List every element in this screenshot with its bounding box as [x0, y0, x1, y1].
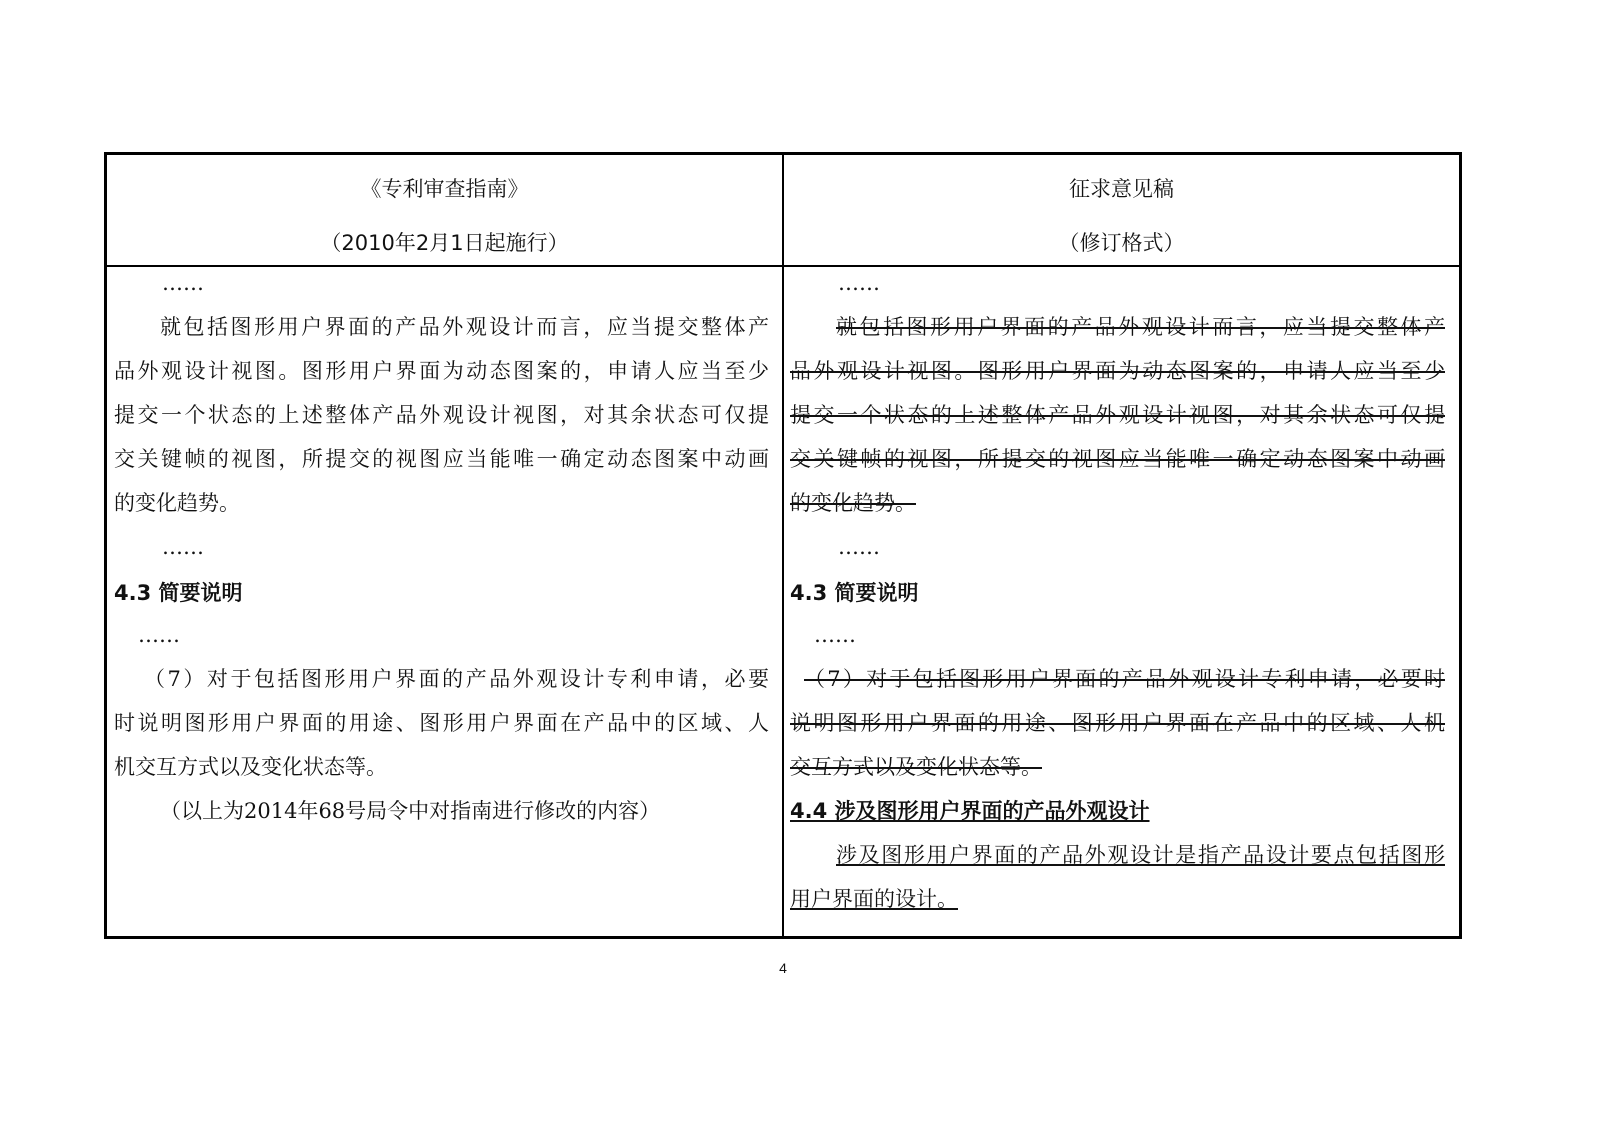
left-header-title: 《专利审查指南》: [360, 177, 529, 201]
paragraph-line: 交关键帧的视图，所提交的视图应当能唯一确定动态图案中动画: [114, 447, 769, 471]
paragraph-line: 机交互方式以及变化状态等。: [114, 755, 387, 779]
ellipsis: ……: [162, 271, 204, 295]
ellipsis: ……: [138, 623, 180, 647]
ellipsis: ……: [838, 271, 880, 295]
right-header-subtitle: （修订格式）: [1058, 231, 1185, 255]
deleted-line: 交关键帧的视图，所提交的视图应当能唯一确定动态图案中动画: [790, 447, 1445, 471]
paragraph-line: 的变化趋势。: [114, 491, 240, 515]
ellipsis: ……: [162, 535, 204, 559]
deleted-line: 的变化趋势。: [790, 491, 916, 515]
left-header-subtitle: （2010年2月1日起施行）: [320, 231, 569, 255]
paragraph-line: 品外观设计视图。图形用户界面为动态图案的，申请人应当至少: [114, 359, 769, 383]
deleted-line: 品外观设计视图。图形用户界面为动态图案的，申请人应当至少: [790, 359, 1445, 383]
paragraph-line: 提交一个状态的上述整体产品外观设计视图，对其余状态可仅提: [114, 403, 769, 427]
deleted-line: （7）对于包括图形用户界面的产品外观设计专利申请，必要时: [804, 667, 1445, 691]
section-heading: 4.3 简要说明: [790, 581, 919, 605]
comparison-table: [104, 152, 1462, 939]
ellipsis: ……: [838, 535, 880, 559]
revision-note: （以上为2014年68号局令中对指南进行修改的内容）: [160, 799, 661, 823]
inserted-line: 涉及图形用户界面的产品外观设计是指产品设计要点包括图形: [836, 843, 1445, 867]
inserted-heading: 4.4 涉及图形用户界面的产品外观设计: [790, 799, 1150, 823]
right-column-header: [784, 169, 1459, 277]
left-column-header: [107, 169, 782, 277]
ellipsis: ……: [814, 623, 856, 647]
paragraph-line: （7）对于包括图形用户界面的产品外观设计专利申请，必要: [144, 667, 769, 691]
page-number: 4: [779, 960, 787, 976]
deleted-line: 就包括图形用户界面的产品外观设计而言，应当提交整体产: [836, 315, 1445, 339]
right-header-title: 征求意见稿: [1069, 177, 1174, 201]
deleted-line: 提交一个状态的上述整体产品外观设计视图，对其余状态可仅提: [790, 403, 1445, 427]
deleted-line: 说明图形用户界面的用途、图形用户界面在产品中的区域、人机: [790, 711, 1445, 735]
paragraph-line: 就包括图形用户界面的产品外观设计而言，应当提交整体产: [160, 315, 769, 339]
section-heading: 4.3 简要说明: [114, 581, 243, 605]
paragraph-line: 时说明图形用户界面的用途、图形用户界面在产品中的区域、人: [114, 711, 769, 735]
deleted-line: 交互方式以及变化状态等。: [790, 755, 1042, 779]
inserted-line: 用户界面的设计。: [790, 887, 958, 911]
